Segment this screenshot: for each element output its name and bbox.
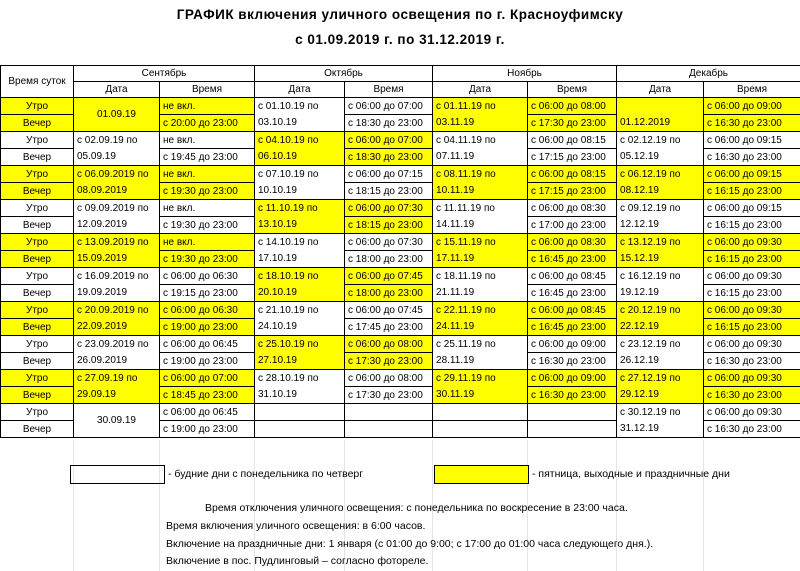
morning-time: с 06:00 до 07:30: [345, 234, 433, 251]
legend-weekday-swatch: [70, 465, 165, 484]
date-range-end: 07.11.19: [433, 149, 528, 166]
date-range-end: 10.11.19: [433, 183, 528, 200]
empty-cell: [255, 404, 345, 421]
morning-time: с 06:00 до 09:00: [528, 336, 617, 353]
schedule-period: с 01.09.2019 г. по 31.12.2019 г.: [295, 32, 505, 47]
date-range-start: [617, 98, 704, 115]
evening-time: с 19:30 до 23:00: [160, 183, 255, 200]
date-range-end: 31.10.19: [255, 387, 345, 404]
date-range-end: 30.11.19: [433, 387, 528, 404]
evening-time: с 17:15 до 23:00: [528, 149, 617, 166]
evening-time: с 19:45 до 23:00: [160, 149, 255, 166]
date-range-end: 20.10.19: [255, 285, 345, 302]
date-range-start: с 27.12.19 по: [617, 370, 704, 387]
morning-time: с 06:00 до 09:30: [704, 234, 800, 251]
evening-time: с 18:00 до 23:00: [345, 251, 433, 268]
note-holidays: Включение на праздничные дни: 1 января (с 01:00 до 9:00; с 17:00 до 01:00 часа следующего дня.).: [166, 538, 654, 550]
date-range-start: с 27.09.19 по: [74, 370, 160, 387]
month-header: Октябрь: [255, 66, 433, 82]
evening-time: с 18:15 до 23:00: [345, 217, 433, 234]
date-range-end: 19.12.19: [617, 285, 704, 302]
morning-time: с 06:00 до 09:15: [704, 166, 800, 183]
period-evening: Вечер: [1, 183, 74, 200]
morning-time: с 06:00 до 09:15: [704, 200, 800, 217]
period-evening: Вечер: [1, 251, 74, 268]
evening-time: с 17:30 до 23:00: [345, 387, 433, 404]
morning-time: с 06:00 до 07:00: [345, 98, 433, 115]
evening-time: с 18:30 до 23:00: [345, 115, 433, 132]
date-range-start: с 16.09.2019 по: [74, 268, 160, 285]
evening-time: с 18:45 до 23:00: [160, 387, 255, 404]
evening-time: с 17:00 до 23:00: [528, 217, 617, 234]
legend-weekend-swatch: [434, 465, 529, 484]
date-range-end: 12.12.19: [617, 217, 704, 234]
morning-time: с 06:00 до 07:00: [345, 132, 433, 149]
morning-time: с 06:00 до 07:30: [345, 200, 433, 217]
period-morning: Утро: [1, 166, 74, 183]
evening-time: с 16:45 до 23:00: [528, 251, 617, 268]
period-evening: Вечер: [1, 319, 74, 336]
date-range-start: с 30.12.19 по: [617, 404, 704, 421]
date-range-end: 22.09.2019: [74, 319, 160, 336]
date-range-start: с 14.10.19 по: [255, 234, 345, 251]
time-column-header: Время: [528, 82, 617, 98]
date-range-start: с 09.09.2019 по: [74, 200, 160, 217]
date-range-start: с 13.09.2019 по: [74, 234, 160, 251]
date-range-start: с 23.09.2019 по: [74, 336, 160, 353]
date-range-end: 29.09.19: [74, 387, 160, 404]
evening-time: с 16:15 до 23:00: [704, 251, 800, 268]
date-range-start: с 04.10.19 по: [255, 132, 345, 149]
evening-time: с 19:30 до 23:00: [160, 251, 255, 268]
morning-time: с 06:00 до 09:15: [704, 132, 800, 149]
evening-time: с 17:15 до 23:00: [528, 183, 617, 200]
date-range-end: 05.09.19: [74, 149, 160, 166]
date-range-end: 13.10.19: [255, 217, 345, 234]
time-column-header: Время: [345, 82, 433, 98]
morning-time: с 06:00 до 09:30: [704, 302, 800, 319]
evening-time: с 16:30 до 23:00: [528, 387, 617, 404]
date-range-end: 24.11.19: [433, 319, 528, 336]
date-range-end: 03.11.19: [433, 115, 528, 132]
period-evening: Вечер: [1, 217, 74, 234]
morning-time: с 06:00 до 08:30: [528, 200, 617, 217]
evening-time: с 18:30 до 23:00: [345, 149, 433, 166]
morning-time: с 06:00 до 09:00: [528, 370, 617, 387]
morning-time: с 06:00 до 08:15: [528, 132, 617, 149]
date-range-start: с 08.11.19 по: [433, 166, 528, 183]
date-column-header: Дата: [255, 82, 345, 98]
date-range-start: с 20.09.2019 по: [74, 302, 160, 319]
date-range-end: 26.12.19: [617, 353, 704, 370]
evening-time: с 19:15 до 23:00: [160, 285, 255, 302]
date-range-start: с 09.12.19 по: [617, 200, 704, 217]
evening-time: с 17:45 до 23:00: [345, 319, 433, 336]
period-morning: Утро: [1, 404, 74, 421]
date-range-start: с 06.12.19 по: [617, 166, 704, 183]
date-range-start: с 28.10.19 по: [255, 370, 345, 387]
date-range-end: 24.10.19: [255, 319, 345, 336]
morning-time: с 06:00 до 07:45: [345, 302, 433, 319]
legend-weekend-text: - пятница, выходные и праздничные дни: [532, 468, 730, 480]
date-range-end: 01.12.2019: [617, 115, 704, 132]
evening-time: с 16:45 до 23:00: [528, 319, 617, 336]
date-range-end: 03.10.19: [255, 115, 345, 132]
period-morning: Утро: [1, 370, 74, 387]
evening-time: с 16:15 до 23:00: [704, 285, 800, 302]
date-range-end: 29.12.19: [617, 387, 704, 404]
morning-time: с 06:00 до 08:00: [528, 98, 617, 115]
morning-time: с 06:00 до 08:45: [528, 302, 617, 319]
date-range-end: 27.10.19: [255, 353, 345, 370]
empty-cell: [528, 404, 617, 421]
evening-time: с 16:30 до 23:00: [704, 387, 800, 404]
morning-time: с 06:00 до 09:30: [704, 370, 800, 387]
date-range-start: с 22.11.19 по: [433, 302, 528, 319]
legend-weekday-text: - будние дни с понедельника по четверг: [168, 468, 364, 480]
evening-time: с 16:30 до 23:00: [704, 115, 800, 132]
morning-time: с 06:00 до 08:45: [528, 268, 617, 285]
date-range-start: с 06.09.2019 по: [74, 166, 160, 183]
morning-time: с 06:00 до 06:30: [160, 302, 255, 319]
period-morning: Утро: [1, 268, 74, 285]
date-range-start: с 11.10.19 по: [255, 200, 345, 217]
date-range-start: с 29.11.19 по: [433, 370, 528, 387]
period-morning: Утро: [1, 336, 74, 353]
period-evening: Вечер: [1, 421, 74, 438]
date-range-end: 26.09.2019: [74, 353, 160, 370]
morning-time: с 06:00 до 07:15: [345, 166, 433, 183]
morning-time: с 06:00 до 08:00: [345, 336, 433, 353]
morning-time: с 06:00 до 09:30: [704, 336, 800, 353]
period-evening: Вечер: [1, 149, 74, 166]
date-range-start: с 18.11.19 по: [433, 268, 528, 285]
date-range-end: 22.12.19: [617, 319, 704, 336]
date-range-end: 31.12.19: [617, 421, 704, 438]
evening-time: с 16:30 до 23:00: [704, 149, 800, 166]
period-evening: Вечер: [1, 387, 74, 404]
morning-time: не вкл.: [160, 132, 255, 149]
date-range-start: с 25.11.19 по: [433, 336, 528, 353]
date-range-start: с 25.10.19 по: [255, 336, 345, 353]
date-range-end: 12.09.2019: [74, 217, 160, 234]
evening-time: с 16:15 до 23:00: [704, 319, 800, 336]
morning-time: не вкл.: [160, 98, 255, 115]
time-column-header: Время: [704, 82, 800, 98]
evening-time: с 16:30 до 23:00: [704, 353, 800, 370]
month-header: Сентябрь: [74, 66, 255, 82]
morning-time: с 06:00 до 08:30: [528, 234, 617, 251]
date-range-start: с 01.11.19 по: [433, 98, 528, 115]
morning-time: не вкл.: [160, 166, 255, 183]
morning-time: с 06:00 до 08:00: [345, 370, 433, 387]
period-column-header: Время суток: [1, 66, 74, 98]
date-range-start: с 16.12.19 по: [617, 268, 704, 285]
empty-cell: [433, 421, 528, 438]
empty-cell: [345, 421, 433, 438]
date-range-start: с 20.12.19 по: [617, 302, 704, 319]
evening-time: с 18:15 до 23:00: [345, 183, 433, 200]
date-range-end: 14.11.19: [433, 217, 528, 234]
evening-time: с 19:00 до 23:00: [160, 353, 255, 370]
date-range-start: с 07.10.19 по: [255, 166, 345, 183]
date-range-start: с 04.11.19 по: [433, 132, 528, 149]
evening-time: с 20:00 до 23:00: [160, 115, 255, 132]
note-on-time: Время включения уличного освещения: в 6:00 часов.: [166, 520, 426, 532]
date-range-start: с 02.12.19 по: [617, 132, 704, 149]
date-range-end: 19.09.2019: [74, 285, 160, 302]
morning-time: с 06:00 до 09:30: [704, 404, 800, 421]
evening-time: с 19:30 до 23:00: [160, 217, 255, 234]
date-range-end: 15.12.19: [617, 251, 704, 268]
evening-time: с 19:00 до 23:00: [160, 421, 255, 438]
date-range-start: 30.09.19: [74, 404, 160, 438]
morning-time: с 06:00 до 08:15: [528, 166, 617, 183]
period-evening: Вечер: [1, 115, 74, 132]
evening-time: с 17:30 до 23:00: [345, 353, 433, 370]
date-range-end: 28.11.19: [433, 353, 528, 370]
evening-time: с 19:00 до 23:00: [160, 319, 255, 336]
period-evening: Вечер: [1, 353, 74, 370]
date-range-start: с 11.11.19 по: [433, 200, 528, 217]
period-morning: Утро: [1, 302, 74, 319]
date-range-start: 01.09.19: [74, 98, 160, 132]
evening-time: с 16:15 до 23:00: [704, 183, 800, 200]
date-range-start: с 15.11.19 по: [433, 234, 528, 251]
evening-time: с 16:15 до 23:00: [704, 217, 800, 234]
date-range-start: с 02.09.19 по: [74, 132, 160, 149]
date-column-header: Дата: [74, 82, 160, 98]
morning-time: с 06:00 до 09:30: [704, 268, 800, 285]
time-column-header: Время: [160, 82, 255, 98]
date-range-end: 15.09.2019: [74, 251, 160, 268]
schedule-table: [0, 65, 800, 438]
evening-time: с 17:30 до 23:00: [528, 115, 617, 132]
date-range-end: 06.10.19: [255, 149, 345, 166]
date-range-end: 17.10.19: [255, 251, 345, 268]
date-range-start: с 23.12.19 по: [617, 336, 704, 353]
date-range-end: 05.12.19: [617, 149, 704, 166]
date-range-start: с 18.10.19 по: [255, 268, 345, 285]
morning-time: не вкл.: [160, 234, 255, 251]
evening-time: с 16:30 до 23:00: [704, 421, 800, 438]
date-column-header: Дата: [617, 82, 704, 98]
morning-time: с 06:00 до 09:00: [704, 98, 800, 115]
date-range-end: 17.11.19: [433, 251, 528, 268]
date-range-end: 21.11.19: [433, 285, 528, 302]
empty-cell: [433, 404, 528, 421]
date-range-end: 08.09.2019: [74, 183, 160, 200]
date-range-start: с 13.12.19 по: [617, 234, 704, 251]
empty-cell: [345, 404, 433, 421]
month-header: Ноябрь: [433, 66, 617, 82]
evening-time: с 18:00 до 23:00: [345, 285, 433, 302]
period-morning: Утро: [1, 200, 74, 217]
evening-time: с 16:45 до 23:00: [528, 285, 617, 302]
note-pudlingovy: Включение в пос. Пудлинговый – согласно фотореле.: [166, 555, 429, 567]
morning-time: с 06:00 до 06:30: [160, 268, 255, 285]
period-evening: Вечер: [1, 285, 74, 302]
evening-time: с 16:30 до 23:00: [528, 353, 617, 370]
date-range-start: с 01.10.19 по: [255, 98, 345, 115]
morning-time: с 06:00 до 06:45: [160, 336, 255, 353]
date-range-end: 08.12.19: [617, 183, 704, 200]
month-header: Декабрь: [617, 66, 800, 82]
note-off-time: Время отключения уличного освещения: с понедельника по воскресение в 23:00 часа.: [205, 502, 628, 514]
period-morning: Утро: [1, 234, 74, 251]
date-column-header: Дата: [433, 82, 528, 98]
period-morning: Утро: [1, 132, 74, 149]
morning-time: с 06:00 до 07:00: [160, 370, 255, 387]
morning-time: не вкл.: [160, 200, 255, 217]
date-range-start: с 21.10.19 по: [255, 302, 345, 319]
empty-cell: [528, 421, 617, 438]
schedule-title: ГРАФИК включения уличного освещения по г. Красноуфимску: [176, 7, 624, 22]
period-morning: Утро: [1, 98, 74, 115]
empty-cell: [255, 421, 345, 438]
morning-time: с 06:00 до 07:45: [345, 268, 433, 285]
date-range-end: 10.10.19: [255, 183, 345, 200]
morning-time: с 06:00 до 06:45: [160, 404, 255, 421]
